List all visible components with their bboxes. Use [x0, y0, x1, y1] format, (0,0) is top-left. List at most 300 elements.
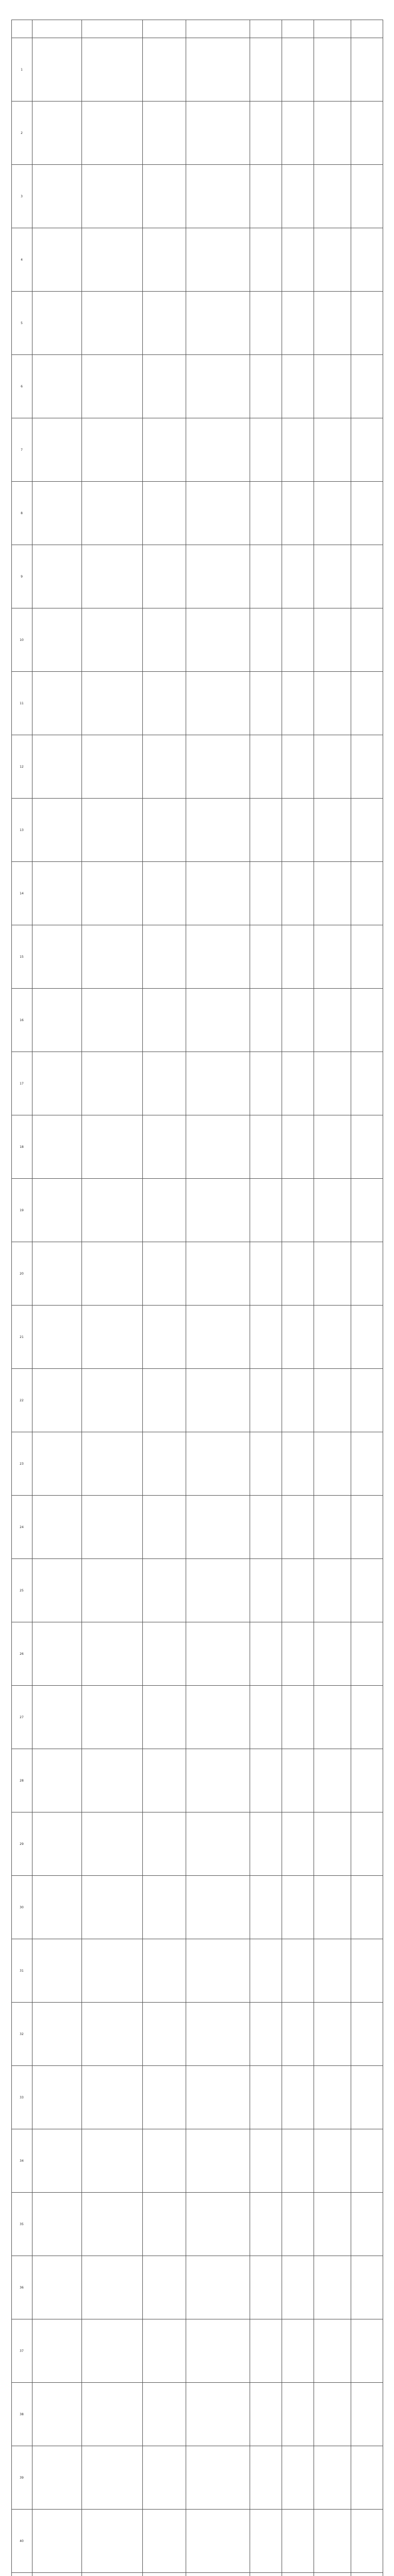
- cell-authority: [142, 1622, 186, 1686]
- cell-authority: [142, 2446, 186, 2510]
- cell-publish-date: [250, 1876, 282, 1939]
- cell-publish-date: [250, 1052, 282, 1115]
- cell-remark: [351, 1622, 383, 1686]
- cell-implement-date: [282, 2003, 314, 2066]
- cell-seq: 40: [11, 2510, 32, 2573]
- cell-std-no: [32, 1052, 81, 1115]
- cell-drafting-org: [186, 2193, 250, 2256]
- cell-remark: [351, 608, 383, 672]
- cell-authority: [142, 1432, 186, 1496]
- cell-replaced-std: [314, 2003, 351, 2066]
- cell-seq: 31: [11, 1939, 32, 2003]
- cell-replaced-std: [314, 165, 351, 228]
- cell-std-no: [32, 1559, 81, 1622]
- cell-implement-date: [282, 101, 314, 165]
- cell-std-name: [81, 1559, 142, 1622]
- cell-remark: [351, 1559, 383, 1622]
- table-row: [11, 925, 383, 989]
- cell-publish-date: [250, 2193, 282, 2256]
- cell-std-no: [32, 2256, 81, 2319]
- cell-std-name: [81, 292, 142, 355]
- cell-replaced-std: [314, 2193, 351, 2256]
- cell-replaced-std: [314, 1939, 351, 2003]
- cell-drafting-org: [186, 735, 250, 799]
- cell-seq: 21: [11, 1306, 32, 1369]
- cell-replaced-std: [314, 672, 351, 735]
- cell-replaced-std: [314, 2383, 351, 2446]
- table-row: [11, 2003, 383, 2066]
- cell-remark: [351, 1306, 383, 1369]
- cell-std-name: [81, 2003, 142, 2066]
- cell-drafting-org: [186, 608, 250, 672]
- cell-authority: [142, 1242, 186, 1306]
- cell-std-no: [32, 608, 81, 672]
- cell-remark: [351, 1876, 383, 1939]
- cell-std-no: [32, 2573, 81, 2576]
- cell-std-name: [81, 1369, 142, 1432]
- cell-std-name: [81, 482, 142, 545]
- table-row: [11, 545, 383, 608]
- table-row: [11, 482, 383, 545]
- header-cell: [186, 20, 250, 38]
- cell-seq: 13: [11, 799, 32, 862]
- cell-remark: [351, 355, 383, 418]
- cell-publish-date: [250, 2383, 282, 2446]
- cell-replaced-std: [314, 38, 351, 101]
- cell-replaced-std: [314, 482, 351, 545]
- cell-replaced-std: [314, 2256, 351, 2319]
- cell-implement-date: [282, 1432, 314, 1496]
- table-caption: [0, 8, 394, 15]
- cell-std-name: [81, 1686, 142, 1749]
- cell-drafting-org: [186, 1622, 250, 1686]
- cell-remark: [351, 545, 383, 608]
- cell-implement-date: [282, 672, 314, 735]
- cell-std-no: [32, 101, 81, 165]
- cell-std-no: [32, 2066, 81, 2129]
- cell-replaced-std: [314, 1179, 351, 1242]
- cell-replaced-std: [314, 862, 351, 925]
- cell-publish-date: [250, 1242, 282, 1306]
- cell-std-name: [81, 2383, 142, 2446]
- cell-std-no: [32, 418, 81, 482]
- header-cell: [32, 20, 81, 38]
- cell-authority: [142, 608, 186, 672]
- cell-authority: [142, 1559, 186, 1622]
- cell-publish-date: [250, 1306, 282, 1369]
- cell-std-name: [81, 989, 142, 1052]
- cell-remark: [351, 2003, 383, 2066]
- cell-implement-date: [282, 2446, 314, 2510]
- cell-std-no: [32, 1876, 81, 1939]
- cell-std-no: [32, 2003, 81, 2066]
- cell-remark: [351, 735, 383, 799]
- cell-drafting-org: [186, 1812, 250, 1876]
- cell-remark: [351, 1369, 383, 1432]
- cell-std-name: [81, 2066, 142, 2129]
- cell-seq: 18: [11, 1115, 32, 1179]
- table-row: [11, 355, 383, 418]
- cell-std-name: [81, 608, 142, 672]
- cell-drafting-org: [186, 101, 250, 165]
- cell-implement-date: [282, 1115, 314, 1179]
- cell-std-no: [32, 1306, 81, 1369]
- cell-replaced-std: [314, 355, 351, 418]
- cell-drafting-org: [186, 2129, 250, 2193]
- cell-implement-date: [282, 1749, 314, 1812]
- cell-seq: 10: [11, 608, 32, 672]
- cell-implement-date: [282, 165, 314, 228]
- cell-replaced-std: [314, 228, 351, 292]
- cell-authority: [142, 2510, 186, 2573]
- cell-seq: 30: [11, 1876, 32, 1939]
- cell-seq: 34: [11, 2129, 32, 2193]
- cell-std-name: [81, 355, 142, 418]
- cell-seq: 7: [11, 418, 32, 482]
- table-row: [11, 228, 383, 292]
- cell-replaced-std: [314, 1115, 351, 1179]
- cell-remark: [351, 862, 383, 925]
- cell-implement-date: [282, 1306, 314, 1369]
- cell-std-no: [32, 2446, 81, 2510]
- cell-publish-date: [250, 482, 282, 545]
- cell-seq: [11, 2573, 32, 2576]
- cell-seq: 2: [11, 101, 32, 165]
- cell-authority: [142, 735, 186, 799]
- cell-remark: [351, 1939, 383, 2003]
- cell-std-name: [81, 1876, 142, 1939]
- cell-std-no: [32, 799, 81, 862]
- cell-drafting-org: [186, 2510, 250, 2573]
- cell-seq: 35: [11, 2193, 32, 2256]
- table-row: [11, 38, 383, 101]
- table-row: [11, 2446, 383, 2510]
- cell-std-name: [81, 925, 142, 989]
- cell-drafting-org: [186, 228, 250, 292]
- cell-drafting-org: [186, 1432, 250, 1496]
- table-row: [11, 1052, 383, 1115]
- cell-remark: [351, 1749, 383, 1812]
- cell-std-name: [81, 2573, 142, 2576]
- cell-authority: [142, 1496, 186, 1559]
- cell-std-no: [32, 1496, 81, 1559]
- cell-replaced-std: [314, 545, 351, 608]
- cell-std-name: [81, 672, 142, 735]
- cell-drafting-org: [186, 799, 250, 862]
- cell-std-name: [81, 862, 142, 925]
- table-row: [11, 1242, 383, 1306]
- cell-authority: [142, 165, 186, 228]
- cell-drafting-org: [186, 672, 250, 735]
- cell-implement-date: [282, 355, 314, 418]
- cell-seq: 17: [11, 1052, 32, 1115]
- table-body: [11, 38, 383, 2576]
- table-row: [11, 862, 383, 925]
- cell-authority: [142, 1179, 186, 1242]
- cell-authority: [142, 862, 186, 925]
- cell-replaced-std: [314, 989, 351, 1052]
- cell-implement-date: [282, 1622, 314, 1686]
- cell-seq: 12: [11, 735, 32, 799]
- cell-publish-date: [250, 1369, 282, 1432]
- cell-std-no: [32, 2383, 81, 2446]
- cell-publish-date: [250, 38, 282, 101]
- cell-implement-date: [282, 482, 314, 545]
- header-row: [11, 20, 383, 38]
- cell-drafting-org: [186, 1876, 250, 1939]
- cell-publish-date: [250, 1686, 282, 1749]
- cell-std-name: [81, 228, 142, 292]
- cell-std-name: [81, 2129, 142, 2193]
- cell-std-name: [81, 2319, 142, 2383]
- cell-std-name: [81, 1179, 142, 1242]
- cell-std-no: [32, 482, 81, 545]
- cell-replaced-std: [314, 1242, 351, 1306]
- cell-std-name: [81, 1496, 142, 1559]
- cell-implement-date: [282, 1496, 314, 1559]
- cell-std-name: [81, 1622, 142, 1686]
- cell-seq: 1: [11, 38, 32, 101]
- standards-table: [11, 20, 383, 2576]
- cell-remark: [351, 2066, 383, 2129]
- cell-drafting-org: [186, 1369, 250, 1432]
- cell-authority: [142, 2066, 186, 2129]
- cell-publish-date: [250, 1432, 282, 1496]
- table-row: [11, 1115, 383, 1179]
- cell-drafting-org: [186, 355, 250, 418]
- cell-authority: [142, 1812, 186, 1876]
- cell-std-name: [81, 165, 142, 228]
- cell-implement-date: [282, 1369, 314, 1432]
- cell-seq: 36: [11, 2256, 32, 2319]
- cell-publish-date: [250, 2446, 282, 2510]
- cell-publish-date: [250, 165, 282, 228]
- header-cell: [11, 20, 32, 38]
- cell-authority: [142, 1939, 186, 2003]
- cell-seq: 9: [11, 545, 32, 608]
- cell-std-no: [32, 672, 81, 735]
- cell-drafting-org: [186, 482, 250, 545]
- cell-seq: 29: [11, 1812, 32, 1876]
- cell-std-no: [32, 1749, 81, 1812]
- cell-std-no: [32, 989, 81, 1052]
- cell-authority: [142, 2256, 186, 2319]
- cell-replaced-std: [314, 1496, 351, 1559]
- cell-remark: [351, 2573, 383, 2576]
- cell-std-no: [32, 1242, 81, 1306]
- cell-publish-date: [250, 925, 282, 989]
- cell-std-name: [81, 2446, 142, 2510]
- cell-publish-date: [250, 418, 282, 482]
- cell-implement-date: [282, 1876, 314, 1939]
- cell-std-no: [32, 2319, 81, 2383]
- cell-publish-date: [250, 545, 282, 608]
- cell-remark: [351, 1686, 383, 1749]
- cell-authority: [142, 2573, 186, 2576]
- table-row: [11, 2193, 383, 2256]
- cell-authority: [142, 38, 186, 101]
- cell-seq: 24: [11, 1496, 32, 1559]
- cell-publish-date: [250, 862, 282, 925]
- cell-remark: [351, 1242, 383, 1306]
- cell-publish-date: [250, 1559, 282, 1622]
- cell-implement-date: [282, 1686, 314, 1749]
- cell-publish-date: [250, 1812, 282, 1876]
- cell-seq: 25: [11, 1559, 32, 1622]
- cell-implement-date: [282, 2510, 314, 2573]
- cell-implement-date: [282, 38, 314, 101]
- header-cell: [250, 20, 282, 38]
- cell-publish-date: [250, 2129, 282, 2193]
- cell-publish-date: [250, 2256, 282, 2319]
- cell-replaced-std: [314, 2129, 351, 2193]
- cell-remark: [351, 989, 383, 1052]
- cell-seq: 15: [11, 925, 32, 989]
- cell-drafting-org: [186, 2383, 250, 2446]
- cell-replaced-std: [314, 799, 351, 862]
- cell-remark: [351, 2446, 383, 2510]
- table-row: [11, 2573, 383, 2576]
- cell-publish-date: [250, 799, 282, 862]
- table-row: [11, 1939, 383, 2003]
- cell-authority: [142, 2383, 186, 2446]
- cell-std-name: [81, 1306, 142, 1369]
- cell-std-name: [81, 1432, 142, 1496]
- cell-replaced-std: [314, 418, 351, 482]
- cell-remark: [351, 418, 383, 482]
- cell-seq: 8: [11, 482, 32, 545]
- cell-replaced-std: [314, 2510, 351, 2573]
- cell-seq: 38: [11, 2383, 32, 2446]
- cell-authority: [142, 2003, 186, 2066]
- cell-authority: [142, 799, 186, 862]
- cell-remark: [351, 2510, 383, 2573]
- table-row: [11, 418, 383, 482]
- cell-implement-date: [282, 1812, 314, 1876]
- cell-std-no: [32, 2193, 81, 2256]
- cell-std-name: [81, 101, 142, 165]
- cell-publish-date: [250, 2573, 282, 2576]
- cell-publish-date: [250, 1939, 282, 2003]
- cell-drafting-org: [186, 2446, 250, 2510]
- cell-seq: 27: [11, 1686, 32, 1749]
- cell-publish-date: [250, 2510, 282, 2573]
- cell-std-no: [32, 735, 81, 799]
- cell-seq: 20: [11, 1242, 32, 1306]
- cell-implement-date: [282, 1179, 314, 1242]
- cell-remark: [351, 38, 383, 101]
- cell-drafting-org: [186, 1242, 250, 1306]
- cell-remark: [351, 101, 383, 165]
- cell-drafting-org: [186, 2003, 250, 2066]
- table-row: [11, 1306, 383, 1369]
- table-row: [11, 1622, 383, 1686]
- cell-seq: 26: [11, 1622, 32, 1686]
- cell-seq: 19: [11, 1179, 32, 1242]
- table-row: [11, 1686, 383, 1749]
- table-row: [11, 1812, 383, 1876]
- cell-drafting-org: [186, 2319, 250, 2383]
- cell-drafting-org: [186, 2573, 250, 2576]
- cell-seq: 6: [11, 355, 32, 418]
- cell-implement-date: [282, 1559, 314, 1622]
- table-row: [11, 1496, 383, 1559]
- cell-authority: [142, 482, 186, 545]
- cell-authority: [142, 1876, 186, 1939]
- table-row: [11, 2510, 383, 2573]
- cell-remark: [351, 925, 383, 989]
- cell-implement-date: [282, 2319, 314, 2383]
- cell-implement-date: [282, 989, 314, 1052]
- cell-authority: [142, 2319, 186, 2383]
- cell-drafting-org: [186, 292, 250, 355]
- cell-authority: [142, 1052, 186, 1115]
- cell-seq: 14: [11, 862, 32, 925]
- cell-std-name: [81, 38, 142, 101]
- cell-publish-date: [250, 1115, 282, 1179]
- cell-drafting-org: [186, 1115, 250, 1179]
- cell-implement-date: [282, 862, 314, 925]
- cell-publish-date: [250, 735, 282, 799]
- cell-remark: [351, 1179, 383, 1242]
- cell-replaced-std: [314, 1432, 351, 1496]
- cell-seq: 23: [11, 1432, 32, 1496]
- cell-replaced-std: [314, 1749, 351, 1812]
- cell-replaced-std: [314, 1306, 351, 1369]
- table-row: [11, 292, 383, 355]
- cell-remark: [351, 2129, 383, 2193]
- cell-std-no: [32, 1432, 81, 1496]
- cell-std-name: [81, 2256, 142, 2319]
- table-row: [11, 1179, 383, 1242]
- cell-authority: [142, 228, 186, 292]
- cell-implement-date: [282, 2129, 314, 2193]
- header-cell: [314, 20, 351, 38]
- cell-std-name: [81, 1939, 142, 2003]
- cell-remark: [351, 799, 383, 862]
- cell-publish-date: [250, 1749, 282, 1812]
- cell-drafting-org: [186, 1306, 250, 1369]
- cell-authority: [142, 672, 186, 735]
- cell-seq: 22: [11, 1369, 32, 1432]
- table-row: [11, 2319, 383, 2383]
- cell-std-name: [81, 1812, 142, 1876]
- cell-std-no: [32, 925, 81, 989]
- table-row: [11, 2256, 383, 2319]
- cell-seq: 11: [11, 672, 32, 735]
- cell-drafting-org: [186, 165, 250, 228]
- cell-publish-date: [250, 2066, 282, 2129]
- cell-std-name: [81, 545, 142, 608]
- cell-remark: [351, 2319, 383, 2383]
- cell-replaced-std: [314, 2446, 351, 2510]
- cell-seq: 5: [11, 292, 32, 355]
- cell-std-name: [81, 418, 142, 482]
- cell-implement-date: [282, 545, 314, 608]
- cell-remark: [351, 2383, 383, 2446]
- cell-drafting-org: [186, 989, 250, 1052]
- cell-remark: [351, 228, 383, 292]
- cell-replaced-std: [314, 1369, 351, 1432]
- cell-replaced-std: [314, 1559, 351, 1622]
- cell-publish-date: [250, 2319, 282, 2383]
- cell-authority: [142, 1369, 186, 1432]
- cell-implement-date: [282, 418, 314, 482]
- cell-publish-date: [250, 2003, 282, 2066]
- table-row: [11, 608, 383, 672]
- cell-replaced-std: [314, 1686, 351, 1749]
- cell-implement-date: [282, 2573, 314, 2576]
